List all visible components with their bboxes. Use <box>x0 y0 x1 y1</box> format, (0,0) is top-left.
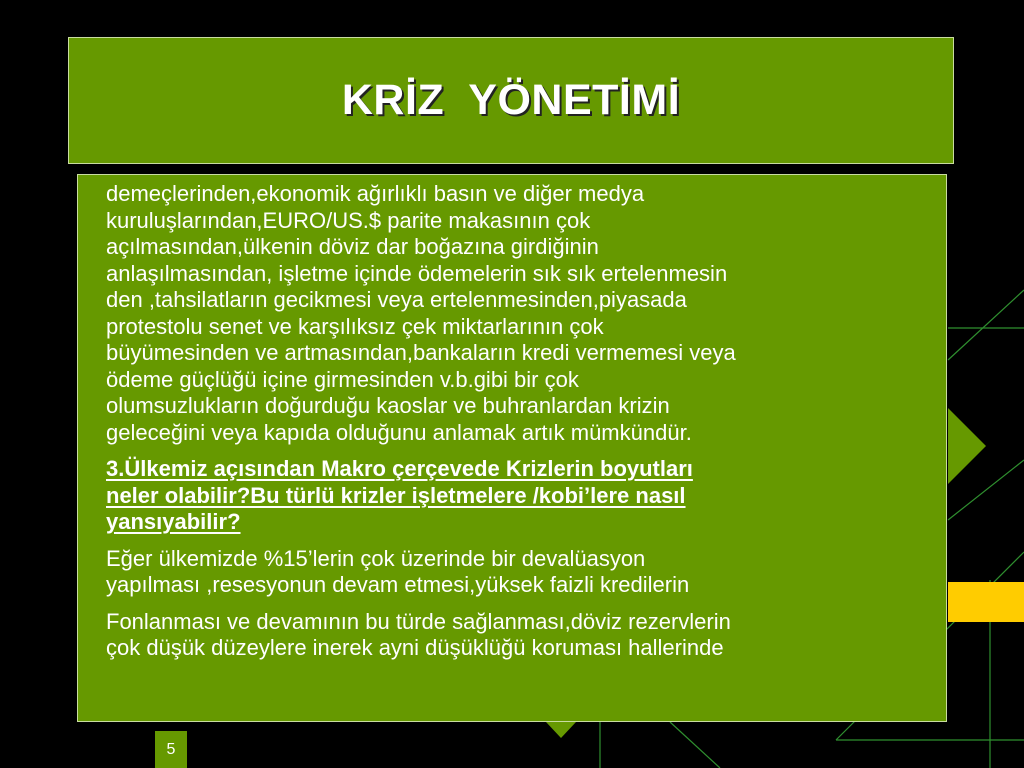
slide-title: KRİZ YÖNETİMİ <box>341 76 681 124</box>
deco-line <box>670 722 720 768</box>
deco-arrow <box>948 408 986 484</box>
body-paragraph: Fonlanması ve devamının bu türde sağlanması,döviz rezervlerin çok düşük düzeylere inerek ayni düşüklüğü koruması hallerinde <box>106 608 731 660</box>
page-number: 5 <box>155 731 187 768</box>
section-heading: 3.Ülkemiz açısından Makro çerçevede Krizlerin boyutları neler olabilir?Bu türlü krizler işletmelere /kobi’lere nasıl yansıyabilir? <box>106 456 693 534</box>
deco-line <box>948 290 1024 360</box>
content-panel <box>77 174 947 722</box>
body-paragraph: demeçlerinden,ekonomik ağırlıklı basın ve diğer medya kuruluşlarından,EURO/US.$ parite makasının çok açılmasından,ülkenin döviz dar boğazına girdiğinin anlaşılmasından, işletme içinde ödemelerin sık sık ertelenmesin den ,tahsilatların gecikmesi veya ertelenmesinden,piyasada protestolu senet ve karşılıksız çek miktarlarının çok büyümesinden ve artmasından,bankaların kredi vermemesi veya ödeme güçlüğü içine girmesinden v.b.gibi bir çok olumsuzlukların doğurduğu kaoslar ve buhranlardan krizin geleceğini veya kapıda olduğunu anlamak artık mümkündür. <box>106 181 736 445</box>
deco-accent-bar <box>948 582 1024 622</box>
deco-arrow <box>546 722 576 738</box>
title-panel <box>68 37 954 164</box>
body-paragraph: Eğer ülkemizde %15’lerin çok üzerinde bir devalüasyon yapılması ,resesyonun devam etmesi,yüksek faizli kredilerin <box>106 545 690 597</box>
